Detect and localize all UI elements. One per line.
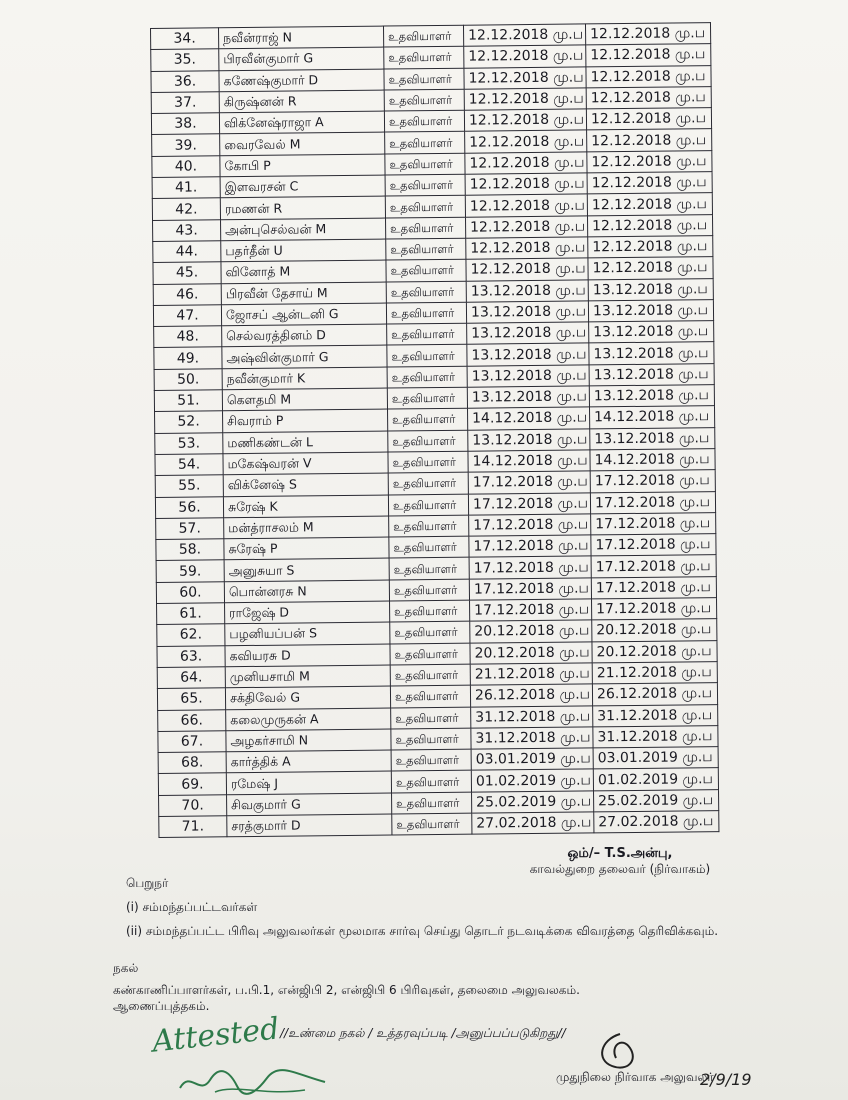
row-name: சரத்குமார் D [227, 814, 392, 837]
row-name: கணேஷ்குமார் D [219, 69, 384, 92]
row-date-relieve: 17.12.2018 மு.ப [469, 556, 591, 579]
row-date-join: 01.02.2019 மு.ப [593, 768, 718, 791]
row-role: உதவியாளர் [390, 600, 470, 622]
row-name: செல்வரத்தினம் D [222, 324, 387, 347]
recipient-item-2: (ii) சம்மந்தப்பட்ட பிரிவு அலுவலர்கள் மூலமாக சார்வு செய்து தொடர் நடவடிக்கை விவரத்தை தெரிவிக்கவும். [126, 924, 719, 938]
row-date-relieve: 12.12.2018 மு.ப [465, 152, 587, 175]
row-role: உதவியாளர் [386, 259, 466, 281]
row-date-relieve: 13.12.2018 மு.ப [467, 343, 589, 366]
row-role: உதவியாளர் [390, 643, 470, 665]
row-date-join: 31.12.2018 மு.ப [593, 704, 718, 727]
row-number: 46. [153, 283, 221, 305]
row-name: பழனியப்பன் S [225, 622, 390, 645]
row-role: உதவியாளர் [385, 196, 465, 218]
signatory-designation: காவல்துறை தலைவர் (நிர்வாகம்) [529, 862, 711, 876]
row-number: 68. [158, 752, 226, 774]
row-date-join: 21.12.2018 மு.ப [592, 662, 717, 685]
row-date-relieve: 12.12.2018 மு.ப [464, 109, 586, 132]
row-date-relieve: 12.12.2018 மு.ப [464, 67, 586, 90]
row-role: உதவியாளர் [387, 387, 467, 409]
row-role: உதவியாளர் [384, 47, 464, 69]
row-role: உதவியாளர் [388, 472, 468, 494]
row-date-join: 13.12.2018 மு.ப [589, 321, 714, 344]
row-number: 50. [154, 369, 222, 391]
row-date-relieve: 12.12.2018 மு.ப [463, 24, 585, 47]
row-date-relieve: 03.01.2019 மு.ப [471, 748, 593, 771]
row-date-relieve: 17.12.2018 மு.ப [470, 599, 592, 622]
row-name: ராஜேஷ் D [225, 601, 390, 624]
attested-handwriting: Attested [150, 1011, 281, 1060]
row-name: மணிகண்டன் L [223, 431, 388, 454]
row-date-relieve: 01.02.2019 மு.ப [471, 769, 593, 792]
row-date-relieve: 13.12.2018 மு.ப [466, 301, 588, 324]
row-name: வினோத் M [221, 260, 386, 283]
row-date-join: 20.12.2018 மு.ப [592, 640, 717, 663]
row-number: 37. [151, 92, 219, 114]
row-number: 66. [158, 709, 226, 731]
row-role: உதவியாளர் [389, 536, 469, 558]
row-date-join: 14.12.2018 மு.ப [589, 406, 714, 429]
row-number: 55. [155, 475, 223, 497]
row-date-join: 17.12.2018 மு.ப [590, 470, 715, 493]
row-date-join: 13.12.2018 மு.ப [590, 427, 715, 450]
row-date-relieve: 12.12.2018 மு.ப [465, 173, 587, 196]
row-number: 64. [157, 667, 225, 689]
row-name: சுரேஷ் P [224, 537, 389, 560]
row-role: உதவியாளர் [388, 430, 468, 452]
row-date-relieve: 12.12.2018 மு.ப [465, 194, 587, 217]
row-date-join: 12.12.2018 மு.ப [587, 172, 712, 195]
row-number: 47. [153, 305, 221, 327]
row-name: அன்புசெல்வன் M [221, 218, 386, 241]
row-date-relieve: 12.12.2018 மு.ப [464, 45, 586, 68]
row-date-relieve: 17.12.2018 மு.ப [469, 514, 591, 537]
row-date-relieve: 12.12.2018 மு.ப [465, 130, 587, 153]
recipients-heading: பெறுநர் [126, 876, 169, 890]
row-role: உதவியாளர் [391, 728, 471, 750]
row-date-relieve: 12.12.2018 மு.ப [466, 237, 588, 260]
row-number: 63. [157, 645, 225, 667]
row-role: உதவியாளர் [387, 366, 467, 388]
row-date-join: 12.12.2018 மு.ப [588, 236, 713, 259]
row-name: கிருஷ்னன் R [219, 90, 384, 113]
row-number: 41. [152, 177, 220, 199]
row-role: உதவியாளர் [385, 217, 465, 239]
row-number: 71. [159, 816, 227, 838]
row-role: உதவியாளர் [384, 68, 464, 90]
row-date-relieve: 17.12.2018 மு.ப [468, 492, 590, 515]
row-date-join: 17.12.2018 மு.ப [592, 598, 717, 621]
row-date-join: 12.12.2018 மு.ப [586, 44, 711, 67]
row-date-relieve: 13.12.2018 மு.ப [467, 365, 589, 388]
row-date-relieve: 17.12.2018 மு.ப [468, 471, 590, 494]
row-role: உதவியாளர் [390, 621, 470, 643]
row-number: 48. [154, 326, 222, 348]
row-date-relieve: 13.12.2018 மு.ப [467, 386, 589, 409]
row-date-relieve: 12.12.2018 மு.ப [465, 216, 587, 239]
row-date-join: 26.12.2018 மு.ப [592, 683, 717, 706]
row-name: மகேஷ்வரன் V [223, 452, 388, 475]
row-role: உதவியாளர் [390, 664, 470, 686]
row-name: இளவரசன் C [220, 175, 385, 198]
row-name: மன்த்ராசலம் M [224, 516, 389, 539]
row-date-join: 13.12.2018 மு.ப [589, 363, 714, 386]
row-number: 40. [152, 156, 220, 178]
row-name: நவீன்குமார் K [222, 367, 387, 390]
row-name: பிரவீன் தேசாய் M [221, 282, 386, 305]
row-date-relieve: 17.12.2018 மு.ப [469, 578, 591, 601]
row-date-join: 12.12.2018 மு.ப [587, 214, 712, 237]
row-role: உதவியாளர் [388, 451, 468, 473]
row-date-relieve: 14.12.2018 மு.ப [468, 450, 590, 473]
row-role: உதவியாளர் [385, 132, 465, 154]
row-number: 65. [157, 688, 225, 710]
row-date-relieve: 13.12.2018 மு.ப [467, 322, 589, 345]
row-role: உதவியாளர் [387, 323, 467, 345]
row-role: உதவியாளர் [384, 110, 464, 132]
row-number: 39. [152, 134, 220, 156]
row-date-join: 12.12.2018 மு.ப [585, 23, 710, 46]
row-name: சிவராம் P [223, 409, 388, 432]
row-name: கவியரசு D [225, 644, 390, 667]
row-number: 58. [156, 539, 224, 561]
row-date-join: 31.12.2018 மு.ப [593, 725, 718, 748]
row-number: 70. [159, 794, 227, 816]
row-number: 52. [155, 411, 223, 433]
recipients-section [126, 876, 718, 948]
row-role: உதவியாளர் [385, 174, 465, 196]
row-date-join: 17.12.2018 மு.ப [591, 576, 716, 599]
row-name: நவீன்ராஜ் N [219, 26, 384, 49]
signature-block [520, 846, 720, 878]
row-number: 34. [151, 28, 219, 50]
row-date-join: 12.12.2018 மு.ப [587, 129, 712, 152]
row-name: ஜோசப் ஆன்டனி G [221, 303, 386, 326]
row-role: உதவியாளர் [391, 749, 471, 771]
row-role: உதவியாளர் [384, 89, 464, 111]
row-name: முனியசாமி M [225, 665, 390, 688]
row-name: பொன்னரசு N [224, 580, 389, 603]
row-date-join: 13.12.2018 மு.ப [589, 385, 714, 408]
row-role: உதவியாளர் [388, 409, 468, 431]
row-name: விக்னேஷ்ராஜா A [219, 111, 384, 134]
row-date-join: 12.12.2018 மு.ப [587, 150, 712, 173]
roster-table-wrapper [150, 25, 714, 838]
row-date-relieve: 13.12.2018 மு.ப [468, 429, 590, 452]
row-date-relieve: 26.12.2018 மு.ப [470, 684, 592, 707]
row-number: 54. [155, 454, 223, 476]
row-name: கார்த்திக் A [226, 750, 391, 773]
row-number: 42. [152, 198, 220, 220]
row-date-join: 17.12.2018 மு.ப [591, 555, 716, 578]
handwritten-date: 2/9/19 [700, 1070, 752, 1089]
row-role: உதவியாளர் [389, 515, 469, 537]
row-number: 57. [156, 518, 224, 540]
row-number: 43. [153, 219, 221, 241]
row-role: உதவியாளர் [386, 238, 466, 260]
row-number: 38. [151, 113, 219, 135]
green-ink-signature [175, 1066, 335, 1100]
row-date-relieve: 31.12.2018 மு.ப [471, 727, 593, 750]
row-role: உதவியாளர் [392, 813, 472, 835]
row-role: உதவியாளர் [392, 792, 472, 814]
row-name: ரமேஷ் J [226, 771, 391, 794]
row-name: அனுசுயா S [224, 558, 389, 581]
row-date-join: 17.12.2018 மு.ப [591, 512, 716, 535]
row-date-join: 13.12.2018 மு.ப [589, 342, 714, 365]
row-role: உதவியாளர் [389, 579, 469, 601]
row-role: உதவியாளர் [391, 771, 471, 793]
row-number: 36. [151, 70, 219, 92]
row-name: சிவகுமார் G [227, 793, 392, 816]
row-date-join: 20.12.2018 மு.ப [592, 619, 717, 642]
row-number: 51. [154, 390, 222, 412]
row-date-join: 14.12.2018 மு.ப [590, 449, 715, 472]
signatory-name: ஒம்/– T.S.அன்பு, [567, 846, 673, 861]
row-number: 59. [156, 560, 224, 582]
copy-line-2: ஆணைப்புத்தகம். [113, 999, 210, 1013]
row-date-relieve: 31.12.2018 மு.ப [471, 705, 593, 728]
row-number: 61. [157, 603, 225, 625]
row-number: 49. [154, 347, 222, 369]
row-number: 62. [157, 624, 225, 646]
row-date-relieve: 25.02.2019 மு.ப [472, 791, 594, 814]
row-date-join: 17.12.2018 மு.ப [590, 491, 715, 514]
row-role: உதவியாளர் [387, 345, 467, 367]
row-date-relieve: 27.02.2018 மு.ப [472, 812, 594, 835]
officer-pen-signature [590, 1030, 650, 1074]
row-name: கோபி P [220, 154, 385, 177]
row-name: பிரவீன்குமார் G [219, 47, 384, 70]
row-role: உதவியாளர் [383, 25, 463, 47]
officer-designation: முதுநிலை நிர்வாக அலுவலர் [556, 1070, 714, 1084]
row-date-relieve: 12.12.2018 மு.ப [464, 88, 586, 111]
row-date-join: 12.12.2018 மு.ப [586, 87, 711, 110]
row-role: உதவியாளர் [388, 494, 468, 516]
row-date-relieve: 14.12.2018 மு.ப [468, 407, 590, 430]
row-number: 67. [158, 731, 226, 753]
row-date-relieve: 13.12.2018 மு.ப [466, 279, 588, 302]
roster-table [150, 22, 719, 838]
row-date-join: 27.02.2018 மு.ப [594, 811, 719, 834]
row-date-relieve: 20.12.2018 மு.ப [470, 642, 592, 665]
row-number: 69. [158, 773, 226, 795]
row-number: 56. [155, 496, 223, 518]
row-number: 35. [151, 49, 219, 71]
row-name: அழகர்சாமி N [226, 729, 391, 752]
row-date-join: 12.12.2018 மு.ப [586, 65, 711, 88]
row-name: அஷ்வின்குமார் G [222, 345, 387, 368]
row-date-relieve: 20.12.2018 மு.ப [470, 620, 592, 643]
roster-table-body [151, 23, 719, 838]
row-date-relieve: 12.12.2018 மு.ப [466, 258, 588, 281]
row-number: 45. [153, 262, 221, 284]
row-name: ரமணன் R [220, 196, 385, 219]
row-date-relieve: 17.12.2018 மு.ப [469, 535, 591, 558]
row-date-join: 03.01.2019 மு.ப [593, 747, 718, 770]
copy-line-1: கண்காணிப்பாளர்கள், ப.பி.1, என்ஜிபி 2, என்ஜிபி 6 பிரிவுகள், தலைமை அலுவலகம். [113, 983, 580, 997]
row-name: பதர்தீன் U [221, 239, 386, 262]
row-role: உதவியாளர் [386, 302, 466, 324]
recipient-item-1: (i) சம்மந்தப்பட்டவர்கள் [126, 900, 258, 914]
row-date-join: 12.12.2018 மு.ப [586, 108, 711, 131]
row-number: 60. [156, 581, 224, 603]
row-name: சக்திவேல் G [225, 686, 390, 709]
row-role: உதவியாளர் [389, 558, 469, 580]
row-role: உதவியாளர் [386, 281, 466, 303]
row-name: சுரேஷ் K [223, 495, 388, 518]
true-copy-stamp-line: //உண்மை நகல் / உத்தரவுப்படி /அனுப்பப்படுகிறது// [280, 1026, 566, 1040]
row-role: உதவியாளர் [390, 685, 470, 707]
row-date-join: 13.12.2018 மு.ப [588, 278, 713, 301]
copy-section [113, 960, 580, 1014]
row-date-join: 17.12.2018 மு.ப [591, 534, 716, 557]
row-date-join: 12.12.2018 மு.ப [588, 257, 713, 280]
row-date-join: 12.12.2018 மு.ப [587, 193, 712, 216]
row-name: விக்னேஷ் S [223, 473, 388, 496]
row-role: உதவியாளர் [391, 707, 471, 729]
row-date-relieve: 21.12.2018 மு.ப [470, 663, 592, 686]
row-number: 44. [153, 241, 221, 263]
row-name: கலைமுருகன் A [226, 708, 391, 731]
row-date-join: 13.12.2018 மு.ப [588, 299, 713, 322]
copy-heading: நகல் [113, 961, 139, 975]
row-number: 53. [155, 432, 223, 454]
row-role: உதவியாளர் [385, 153, 465, 175]
row-date-join: 25.02.2019 மு.ப [594, 789, 719, 812]
row-name: வைரவேல் M [220, 133, 385, 156]
row-name: கௌதமி M [222, 388, 387, 411]
